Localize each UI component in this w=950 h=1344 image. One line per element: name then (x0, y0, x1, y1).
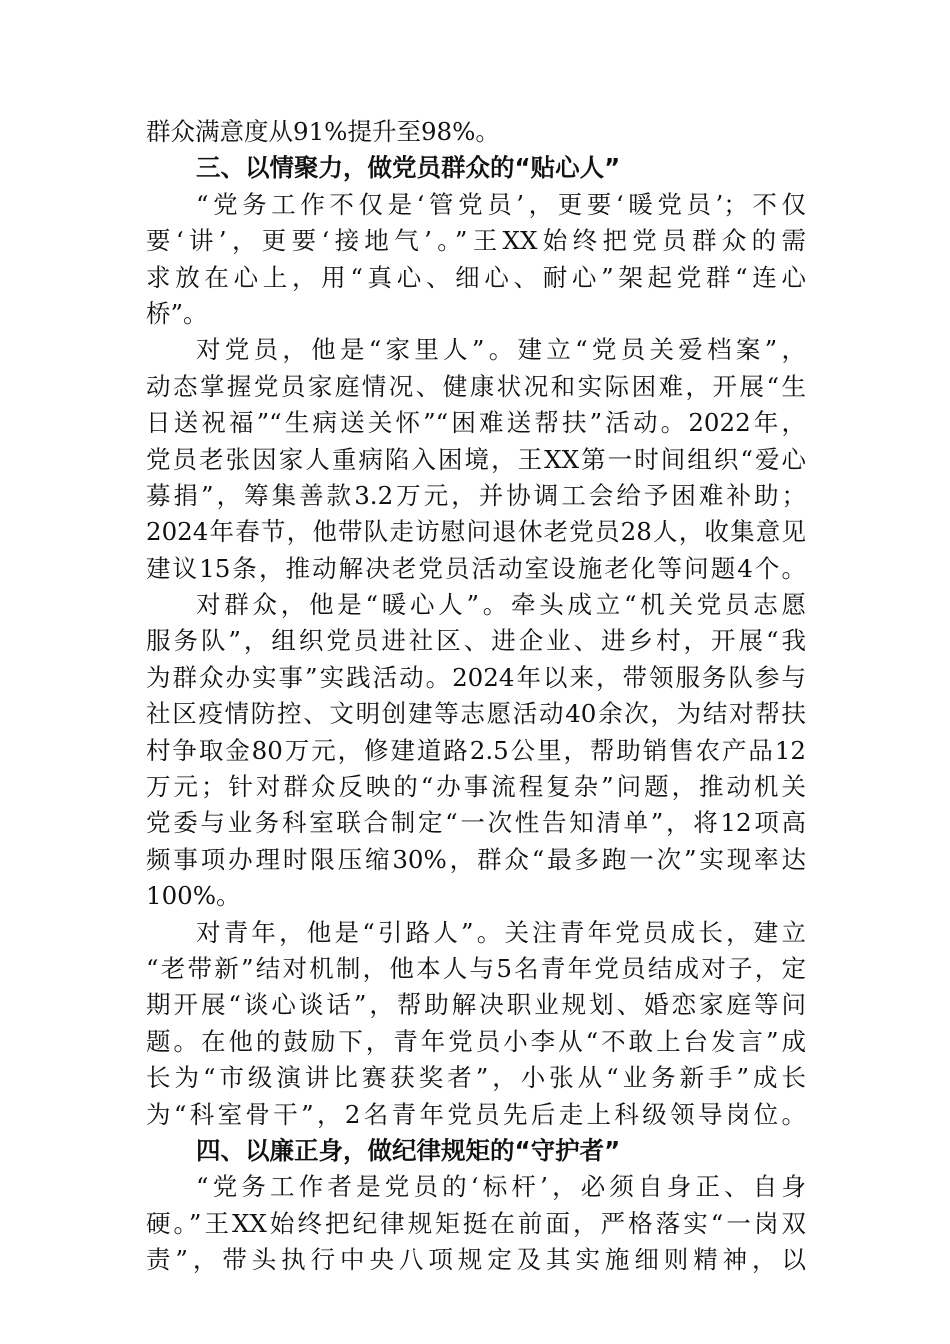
paragraph-line: 万元；针对群众反映的“办事流程复杂”问题，推动机关 (146, 772, 806, 802)
paragraph-line: 服务队”，组织党员进社区、进企业、进乡村，开展“我 (146, 626, 806, 656)
paragraph-line: “党务工作者是党员的‘标杆’，必须自身正、自身 (196, 1172, 806, 1202)
paragraph-line: 求放在心上，用“真心、细心、耐心”架起党群“连心 (146, 262, 806, 292)
paragraph-line: 对青年，他是“引路人”。关注青年党员成长，建立 (196, 917, 806, 947)
paragraph-line: 2024年春节，他带队走访慰问退休老党员28人，收集意见 (146, 517, 806, 547)
paragraph-line: 题。在他的鼓励下，青年党员小李从“不敢上台发言”成 (146, 1026, 806, 1056)
section-heading: 四、以廉正身，做纪律规矩的“守护者” (196, 1135, 621, 1165)
paragraph-line: 党委与业务科室联合制定“一次性告知清单”，将12项高 (146, 808, 806, 838)
document-body (146, 114, 806, 1279)
paragraph-line: 募捐”，筹集善款3.2万元，并协调工会给予困难补助； (146, 480, 806, 510)
paragraph-line: 党员老张因家人重病陷入困境，王XX第一时间组织“爱心 (146, 444, 806, 474)
paragraph-line: 责”，带头执行中央八项规定及其实施细则精神，以 (146, 1245, 806, 1275)
paragraph-line: 期开展“谈心谈话”，帮助解决职业规划、婚恋家庭等问 (146, 990, 806, 1020)
paragraph-line: 硬。”王XX始终把纪律规矩挺在前面，严格落实“一岗双 (146, 1208, 806, 1238)
paragraph-line: “老带新”结对机制，他本人与5名青年党员结成对子，定 (146, 953, 806, 983)
paragraph-line: 日送祝福”“生病送关怀”“困难送帮扶”活动。2022年， (146, 408, 806, 438)
paragraph-line: 桥”。 (146, 298, 208, 328)
paragraph-line: 群众满意度从91%提升至98%。 (146, 117, 500, 146)
section-heading: 三、以情聚力，做党员群众的“贴心人” (196, 153, 621, 183)
paragraph-line: “党务工作不仅是‘管党员’，更要‘暖党员’；不仅 (196, 189, 806, 219)
paragraph-line: 为群众办实事”实践活动。2024年以来，带领服务队参与 (146, 662, 806, 692)
paragraph-line: 为“科室骨干”，2名青年党员先后走上科级领导岗位。 (146, 1099, 806, 1129)
paragraph-line: 100%。 (146, 881, 241, 911)
paragraph-line: 建议15条，推动解决老党员活动室设施老化等问题4个。 (146, 553, 806, 583)
paragraph-line: 社区疫情防控、文明创建等志愿活动40余次，为结对帮扶 (146, 699, 806, 729)
paragraph-line: 要‘讲’，更要‘接地气’。”王XX始终把党员群众的需 (146, 226, 806, 256)
paragraph-line: 长为“市级演讲比赛获奖者”，小张从“业务新手”成长 (146, 1063, 806, 1093)
paragraph-line: 对党员，他是“家里人”。建立“党员关爱档案”， (196, 335, 806, 365)
paragraph-line: 对群众，他是“暖心人”。牵头成立“机关党员志愿 (196, 590, 806, 620)
paragraph-line: 动态掌握党员家庭情况、健康状况和实际困难，开展“生 (146, 371, 806, 401)
paragraph-line: 村争取金80万元，修建道路2.5公里，帮助销售农产品12 (146, 735, 806, 765)
paragraph-line: 频事项办理时限压缩30%，群众“最多跑一次”实现率达 (146, 844, 806, 874)
